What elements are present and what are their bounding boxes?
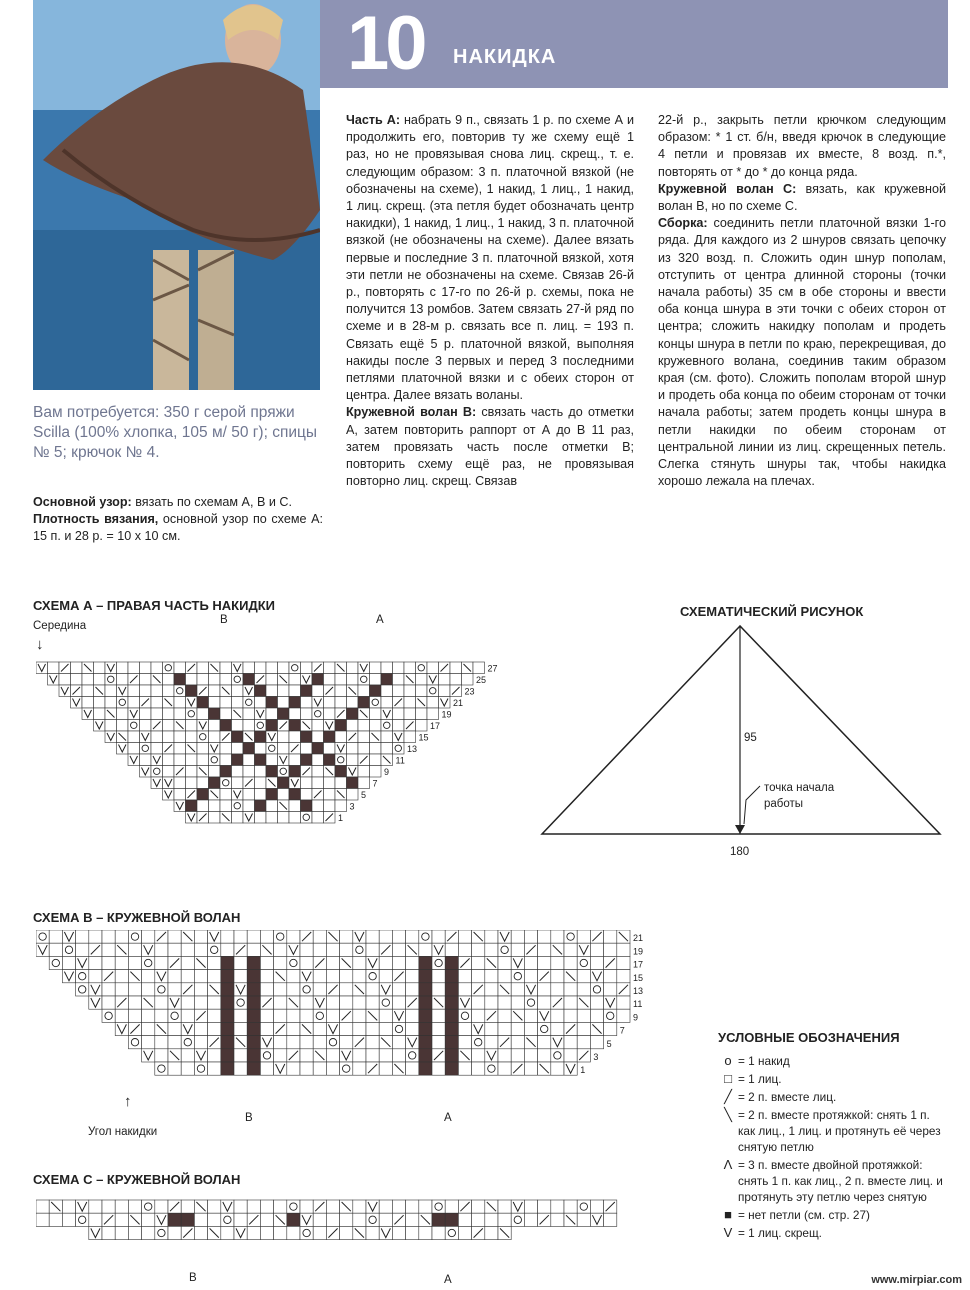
schemaA-row-number: 7 bbox=[372, 778, 378, 789]
instructions-col-2 bbox=[658, 112, 946, 490]
schemaA-row-number: 19 bbox=[441, 709, 452, 720]
pattern-title: НАКИДКА bbox=[453, 46, 557, 68]
schemaB-row-number: 1 bbox=[580, 1065, 586, 1076]
schemaA-row-number: 3 bbox=[349, 801, 355, 812]
pattern-info bbox=[33, 494, 323, 546]
legend-item bbox=[718, 1225, 950, 1241]
frillB-text: связать часть до отметки А, затем повторить раппорт от А до В 11 раз, затем провязать часть после отметки В; повторить схему ещё раз, не провязывая повторно лиц. скрещ. Связав bbox=[346, 405, 634, 489]
schemaB-corner-label: Угол накидки bbox=[88, 1126, 158, 1138]
model-photo bbox=[33, 0, 320, 390]
gauge-label: Плотность вязания, bbox=[33, 512, 159, 527]
schemaB-title: СХЕМА В – КРУЖЕВНОЙ ВОЛАН bbox=[33, 910, 241, 925]
schemaA-center-label: Середина bbox=[33, 620, 87, 632]
schemaA-row-number: 23 bbox=[464, 686, 475, 697]
legend-text: = 3 п. вместе двойной протяжкой: снять 1 п. как лиц., 2 п. вместе лиц. и протянуть эту петлю через снятую bbox=[738, 1158, 943, 1204]
legend-item bbox=[718, 1089, 950, 1105]
legend-symbol-icon: Λ bbox=[723, 1157, 733, 1172]
schemaB-row-number: 11 bbox=[633, 999, 643, 1010]
legend-text: = 1 накид bbox=[738, 1054, 790, 1068]
up-arrow-icon: ↑ bbox=[124, 1093, 132, 1110]
legend-text: = 1 лиц. скрещ. bbox=[738, 1226, 822, 1240]
legend-symbol-icon: o bbox=[724, 1053, 732, 1068]
schemaA-title: СХЕМА А – ПРАВАЯ ЧАСТЬ НАКИДКИ bbox=[33, 598, 276, 613]
frillC-text: вязать, как кружевной волан В, но по схеме С. bbox=[658, 181, 946, 214]
pattern-label: Основной узор: bbox=[33, 495, 132, 509]
continuation-text: 22-й р., закрыть петли крючком следующим образом: * 1 ст. б/н, введя крючок в следующие 4 петли и провязав их вместе, 8 возд. п.*, повторять от * до * до конца ряда. bbox=[658, 113, 946, 179]
instructions-col-1 bbox=[346, 112, 634, 490]
schemaA-mark-a: А bbox=[376, 614, 384, 626]
down-arrow-icon: ↓ bbox=[36, 636, 44, 653]
schematic-start-label-1: точка начала bbox=[764, 782, 835, 794]
schemaC-mark-a: А bbox=[444, 1274, 452, 1286]
legend-item bbox=[718, 1053, 950, 1069]
schemaB-row-number: 19 bbox=[633, 946, 644, 957]
legend-text: = нет петли (см. стр. 27) bbox=[738, 1208, 870, 1222]
legend-text: = 2 п. вместе лиц. bbox=[738, 1090, 837, 1104]
legend-symbol-icon: □ bbox=[724, 1071, 732, 1086]
schemaC-mark-b: В bbox=[189, 1272, 197, 1284]
schemaA-row-number: 13 bbox=[407, 744, 418, 754]
schemaA-row-number: 5 bbox=[361, 790, 367, 800]
schemaC-chart bbox=[36, 1196, 636, 1262]
schemaB-row-number: 5 bbox=[606, 1038, 612, 1049]
legend-symbol-icon: ■ bbox=[724, 1207, 732, 1222]
legend-item bbox=[718, 1207, 950, 1223]
legend-title: УСЛОВНЫЕ ОБОЗНАЧЕНИЯ bbox=[718, 1030, 900, 1045]
frillB-label: Кружевной волан В: bbox=[346, 405, 477, 420]
legend bbox=[718, 1030, 950, 1243]
frillC-label: Кружевной волан С: bbox=[658, 181, 797, 196]
footer-site: www.mirpiar.com bbox=[871, 1274, 962, 1286]
partA-label: Часть А: bbox=[346, 113, 401, 127]
schemaA-row-number: 21 bbox=[453, 698, 464, 708]
partA-text: набрать 9 п., связать 1 р. по схеме А и продолжить его, повторив ту же схему ещё 1 раз, но не провязывая снова лиц. скрещ., т. е. следующим образом: 3 п. платочной вязкой (не обозначены на схеме), 1 накид, 1 лиц., 1 накид, 1 лиц. скрещ. (эта петля будет обозначать центр накидки), 1 накид, 1 лиц., 1 накид, 3 п. платочной вязкой (не обозначены на схеме). Далее вязать первые и последние 3 п. платочной вязкой, хотя эти петли не обозначены на схеме. Связав 26-й р., повторять с 17-го по 26-й р. схемы, пока не получится 13 ромбов. Затем связать 27-й ряд по схеме и в 28-м р. связать все п. лиц. = 193 п. Связать ещё 5 р. платочной вязкой, выполняя накиды после 3 первых и перед 3 последними петлями платочной вязки и с обеих сторон от центра. Далее вязать воланы. bbox=[346, 113, 635, 403]
schemaB-row-number: 13 bbox=[633, 986, 644, 996]
schemaA-row-number: 27 bbox=[487, 663, 498, 674]
schemaA-row-number: 25 bbox=[476, 675, 487, 685]
schemaB-row-number: 3 bbox=[593, 1052, 599, 1062]
schemaB-mark-a: А bbox=[444, 1112, 452, 1124]
schemaA-row-number: 17 bbox=[430, 721, 441, 731]
schemaA-row-number: 11 bbox=[395, 755, 405, 766]
gauge-text: основной узор по схеме А: 15 п. и 28 р. = 10 х 10 см. bbox=[33, 512, 323, 544]
legend-item bbox=[718, 1071, 950, 1087]
pattern-number: 10 bbox=[347, 1, 424, 86]
legend-item bbox=[718, 1157, 950, 1205]
assembly-label: Сборка: bbox=[658, 216, 708, 231]
schemaA-row-number: 9 bbox=[384, 767, 390, 777]
legend-item bbox=[718, 1107, 950, 1155]
schematic-base: 180 bbox=[730, 846, 750, 858]
pattern-text: вязать по схемам А, В и С. bbox=[131, 495, 292, 509]
legend-symbol-icon: ╱ bbox=[724, 1089, 732, 1104]
assembly-text: соединить петли платочной вязки 1-го ряда. Для каждого из 2 шнуров связать цепочку из 320 возд. п. Сложить один шнур пополам, отступить от центра длинной стороны (точки начала работы) 35 см в обе стороны и ввести оба конца шнура в эти точки с обеих сторон от центра; сложить накидку пополам и продеть концы шнура в петли по краю, перекрещивая, до кружевного волана, соединив таким образом края (см. фото). Сложить пополам второй шнур и продеть оба конца по обеим сторонам от точки начала работы; затем продеть концы шнура в петли накидки по обеим сторонам от центральной линии из лиц. скрещенных петель. Слегка стянуть шнуры так, чтобы накидка хорошо лежала на плечах. bbox=[658, 216, 946, 489]
legend-text: = 1 лиц. bbox=[738, 1072, 782, 1086]
schemaB-row-number: 15 bbox=[633, 972, 644, 983]
legend-symbol-icon: V bbox=[723, 1225, 733, 1240]
schematic-title: СХЕМАТИЧЕСКИЙ РИСУНОК bbox=[680, 604, 864, 619]
schematic-height: 95 bbox=[744, 732, 757, 744]
schemaB-row-number: 7 bbox=[619, 1025, 625, 1036]
schemaB-chart bbox=[36, 930, 656, 1095]
schemaB-row-number: 9 bbox=[633, 1012, 639, 1023]
schemaA-row-number: 15 bbox=[418, 732, 429, 743]
schemaA-mark-b: В bbox=[220, 614, 228, 626]
legend-symbol-icon: ╲ bbox=[724, 1107, 732, 1122]
legend-text: = 2 п. вместе протяжкой: снять 1 п. как лиц., 1 лиц. и протянуть её через снятую петлю bbox=[738, 1108, 941, 1154]
schemaC-title: СХЕМА С – КРУЖЕВНОЙ ВОЛАН bbox=[33, 1172, 241, 1187]
schemaB-row-number: 21 bbox=[633, 933, 644, 944]
schemaB-row-number: 17 bbox=[633, 959, 644, 970]
schemaA-chart bbox=[36, 628, 516, 868]
schemaB-mark-b: В bbox=[245, 1112, 253, 1124]
materials-text: Вам потребуется: 350 г серой пряжи Scilla (100% хлопка, 105 м/ 50 г); спицы № 5; крючок № 4. bbox=[33, 404, 318, 461]
schematic-triangle bbox=[540, 620, 950, 840]
schemaA-row-number: 1 bbox=[338, 813, 344, 823]
schematic-start-label-2: работы bbox=[764, 798, 804, 810]
